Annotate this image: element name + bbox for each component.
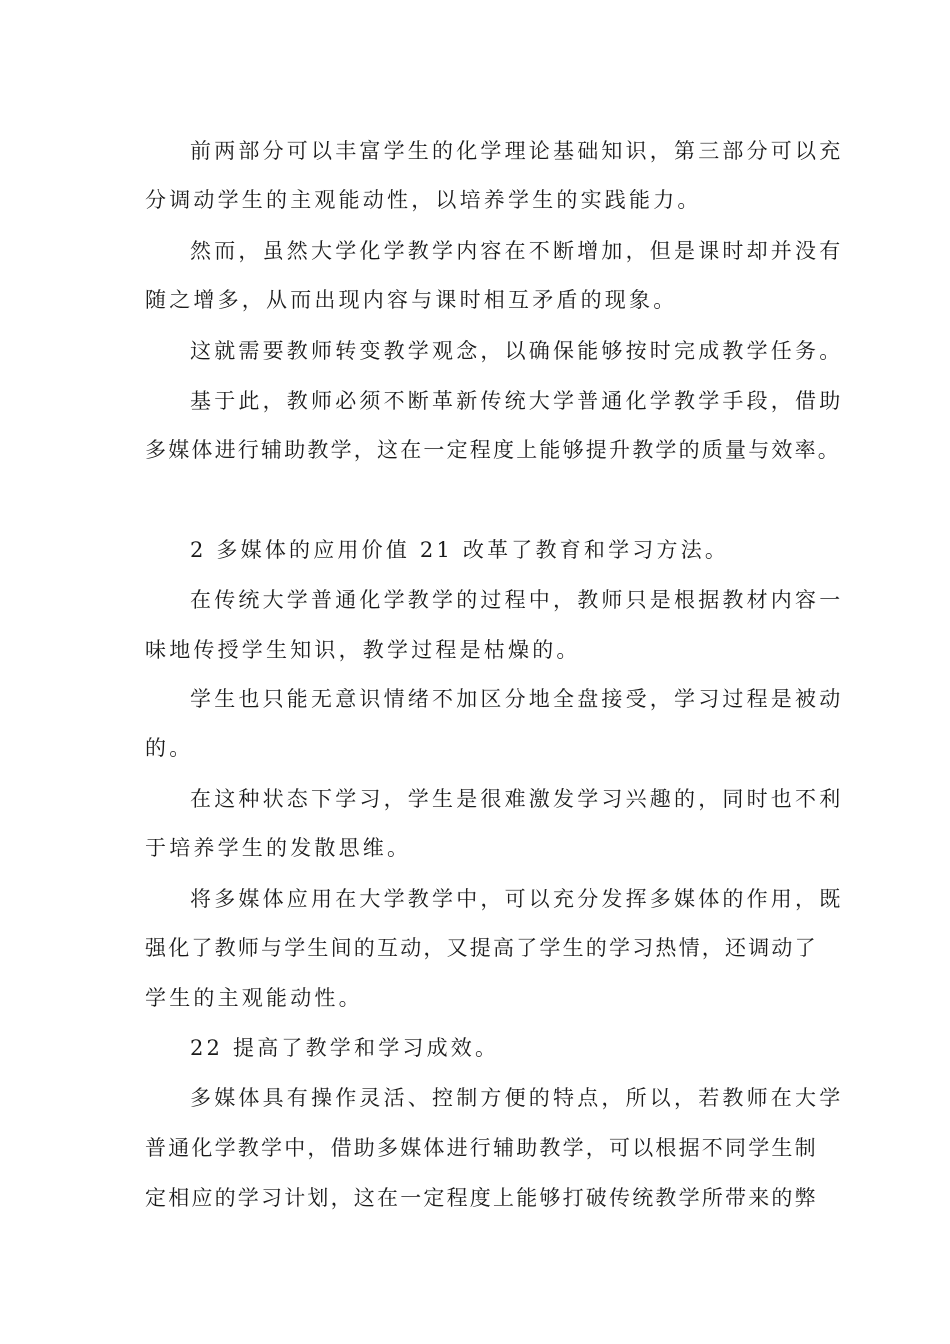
paragraph-line: 然而，虽然大学化学教学内容在不断增加，但是课时却并没有 [190,239,844,263]
section-heading: 22 提高了教学和学习成效。 [190,1036,500,1060]
paragraph-line: 多媒体具有操作灵活、控制方便的特点，所以，若教师在大学 [190,1086,844,1110]
paragraph-line: 前两部分可以丰富学生的化学理论基础知识，第三部分可以充 [190,139,844,163]
paragraph-line: 多媒体进行辅助教学，这在一定程度上能够提升教学的质量与效率。 [145,438,841,462]
paragraph-line: 于培养学生的发散思维。 [145,836,412,860]
paragraph-line: 在传统大学普通化学教学的过程中，教师只是根据教材内容一 [190,588,844,612]
paragraph-line: 将多媒体应用在大学教学中，可以充分发挥多媒体的作用，既 [190,887,844,911]
paragraph-line: 味地传授学生知识，教学过程是枯燥的。 [145,638,581,662]
paragraph-line: 随之增多，从而出现内容与课时相互矛盾的现象。 [145,288,678,312]
paragraph-line: 普通化学教学中，借助多媒体进行辅助教学，可以根据不同学生制 [145,1136,818,1160]
paragraph-line: 学生也只能无意识情绪不加区分地全盘接受，学习过程是被动 [190,687,844,711]
paragraph-line: 的。 [145,736,194,760]
paragraph-line: 分调动学生的主观能动性，以培养学生的实践能力。 [145,188,702,212]
paragraph-line: 学生的主观能动性。 [145,986,363,1010]
section-heading: 2 多媒体的应用价值 21 改革了教育和学习方法。 [190,538,730,562]
paragraph-line: 基于此，教师必须不断革新传统大学普通化学教学手段，借助 [190,389,844,413]
paragraph-line: 在这种状态下学习，学生是很难激发学习兴趣的，同时也不利 [190,787,844,811]
paragraph-line: 强化了教师与学生间的互动，又提高了学生的学习热情，还调动了 [145,936,818,960]
paragraph-line: 这就需要教师转变教学观念，以确保能够按时完成教学任务。 [190,339,844,363]
paragraph-line: 定相应的学习计划，这在一定程度上能够打破传统教学所带来的弊 [145,1186,818,1210]
